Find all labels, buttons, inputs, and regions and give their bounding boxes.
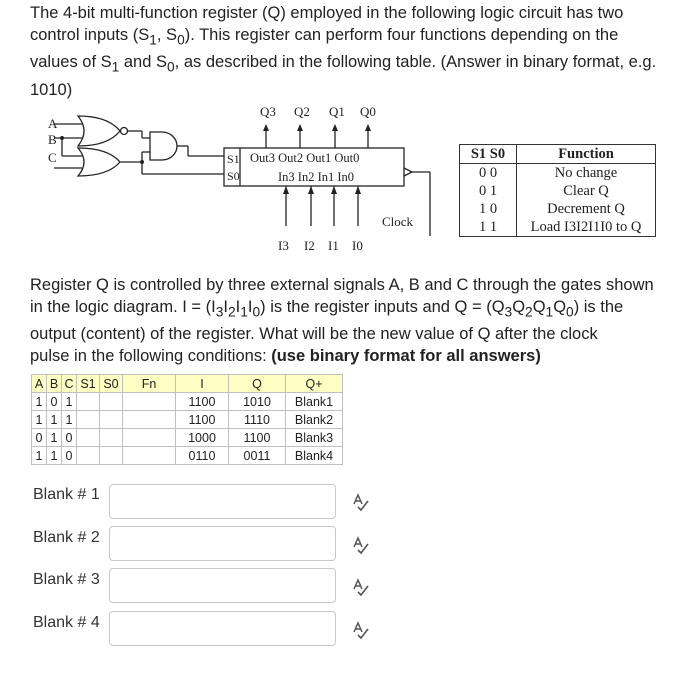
intro-line-4: 1010) xyxy=(30,80,73,99)
q3-label: Q3 xyxy=(260,104,276,119)
input-c-label: C xyxy=(48,150,57,165)
blank-3-input[interactable] xyxy=(109,568,336,603)
header-s1: S1 xyxy=(77,375,100,393)
cell-q-next: Blank1 xyxy=(286,393,343,411)
input-b-label: B xyxy=(48,132,57,147)
function-table xyxy=(459,144,656,237)
cell-q-next: Blank2 xyxy=(286,411,343,429)
logic-circuit-diagram xyxy=(38,98,458,260)
cell-i: 1000 xyxy=(176,429,229,447)
i0-label: I0 xyxy=(352,238,363,253)
input-a-label: A xyxy=(48,116,58,131)
header-i: I xyxy=(176,375,229,393)
clock-label: Clock xyxy=(382,214,414,229)
function-table-row xyxy=(460,200,656,218)
spellcheck-icon[interactable] xyxy=(350,620,370,640)
header-q: Q xyxy=(229,375,286,393)
question-body xyxy=(30,274,680,367)
cell-q: 1010 xyxy=(229,393,286,411)
blank-4-input[interactable] xyxy=(109,611,336,646)
select-value: 0 0 xyxy=(460,164,517,183)
spellcheck-icon[interactable] xyxy=(350,577,370,597)
i3-label: I3 xyxy=(278,238,289,253)
cell-b: 0 xyxy=(47,393,62,411)
cell-c: 1 xyxy=(62,393,77,411)
header-fn: Fn xyxy=(123,375,176,393)
cell-c: 1 xyxy=(62,411,77,429)
q1-label: Q1 xyxy=(329,104,345,119)
cell-fn xyxy=(123,429,176,447)
cell-a: 0 xyxy=(32,429,47,447)
function-table-row xyxy=(460,218,656,237)
header-b: B xyxy=(47,375,62,393)
cell-s0 xyxy=(100,447,123,465)
table-row xyxy=(32,429,343,447)
s0-label: S0 xyxy=(227,169,240,183)
cell-s0 xyxy=(100,393,123,411)
function-table-row xyxy=(460,182,656,200)
cell-q: 1100 xyxy=(229,429,286,447)
select-value: 1 0 xyxy=(460,200,517,218)
table-row xyxy=(32,447,343,465)
cell-s1 xyxy=(77,447,100,465)
spellcheck-icon[interactable] xyxy=(350,492,370,512)
header-c: C xyxy=(62,375,77,393)
table-row xyxy=(32,411,343,429)
function-table-header-select: S1 S0 xyxy=(460,145,517,164)
inputs-label: In3 In2 In1 In0 xyxy=(278,170,355,184)
blank-3-label: Blank # 3 xyxy=(33,571,100,588)
cell-c: 0 xyxy=(62,429,77,447)
cell-a: 1 xyxy=(32,393,47,411)
spellcheck-icon[interactable] xyxy=(350,535,370,555)
header-s0: S0 xyxy=(100,375,123,393)
outputs-label: Out3 Out2 Out1 Out0 xyxy=(250,151,360,165)
header-a: A xyxy=(32,375,47,393)
cell-a: 1 xyxy=(32,411,47,429)
select-value: 0 1 xyxy=(460,182,517,200)
intro-line-1: The 4-bit multi-function register (Q) employed in the following logic circuit has two xyxy=(30,4,624,22)
cell-fn xyxy=(123,393,176,411)
cell-b: 1 xyxy=(47,429,62,447)
body-line-3: output (content) of the register. What will be the new value of Q after the clock xyxy=(30,325,598,344)
conditions-table xyxy=(31,374,343,465)
intro-line-3: values of $S_1$ and $S_0$, as described in the following table. (Answer in binary format, e.g. xyxy=(30,53,657,75)
cell-q: 0011 xyxy=(229,447,286,465)
q0-label: Q0 xyxy=(360,104,376,119)
function-value: Clear Q xyxy=(517,182,656,200)
cell-q: 1110 xyxy=(229,411,286,429)
intro-line-2: control inputs ($S_1$, $S_0$). This register can perform four functions depending on the xyxy=(30,26,619,48)
function-table-header-function: Function xyxy=(517,145,656,164)
cell-s0 xyxy=(100,429,123,447)
cell-s1 xyxy=(77,393,100,411)
question-intro xyxy=(30,2,680,101)
header-q-next: Q+ xyxy=(286,375,343,393)
cell-s0 xyxy=(100,411,123,429)
cell-fn xyxy=(123,411,176,429)
cell-i: 1100 xyxy=(176,393,229,411)
body-line-2: in the logic diagram. $I = (I_3I_2I_1I_0)$ is the register inputs and $Q = (Q_3Q_2Q_1Q_0)$ is the xyxy=(30,298,624,320)
function-value: Decrement Q xyxy=(517,200,656,218)
q2-label: Q2 xyxy=(294,104,310,119)
cell-q-next: Blank3 xyxy=(286,429,343,447)
blank-1-input[interactable] xyxy=(109,484,336,519)
cell-s1 xyxy=(77,429,100,447)
cell-a: 1 xyxy=(32,447,47,465)
blank-2-input[interactable] xyxy=(109,526,336,561)
function-value: Load I3I2I1I0 to Q xyxy=(517,218,656,237)
cell-q-next: Blank4 xyxy=(286,447,343,465)
body-line-1: Register Q is controlled by three external signals A, B and C through the gates shown xyxy=(30,276,654,294)
cell-fn xyxy=(123,447,176,465)
table-row xyxy=(32,393,343,411)
cell-b: 1 xyxy=(47,411,62,429)
cell-i: 1100 xyxy=(176,411,229,429)
cell-s1 xyxy=(77,411,100,429)
cell-b: 1 xyxy=(47,447,62,465)
i2-label: I2 xyxy=(304,238,315,253)
select-value: 1 1 xyxy=(460,218,517,237)
blank-2-label: Blank # 2 xyxy=(33,529,100,546)
blank-1-label: Blank # 1 xyxy=(33,486,100,503)
i1-label: I1 xyxy=(328,238,339,253)
blank-4-label: Blank # 4 xyxy=(33,614,100,631)
body-line-4: pulse in the following conditions: (use binary format for all answers) xyxy=(30,347,541,366)
function-table-row xyxy=(460,164,656,183)
cell-c: 0 xyxy=(62,447,77,465)
function-value: No change xyxy=(517,164,656,183)
cell-i: 0110 xyxy=(176,447,229,465)
s1-label: S1 xyxy=(227,152,240,166)
